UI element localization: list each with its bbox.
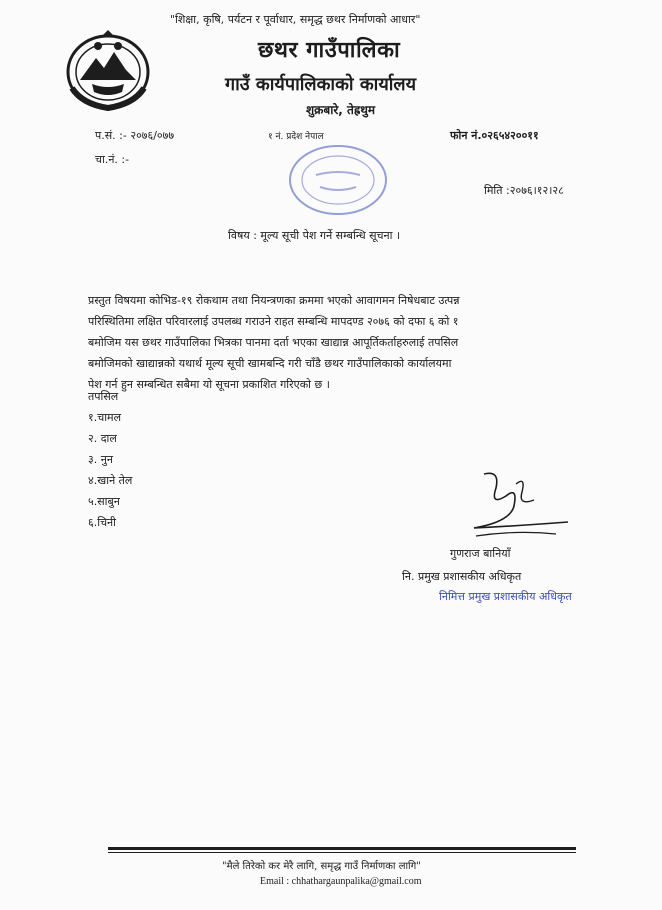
- handwritten-signature: [456, 466, 582, 544]
- office-subtitle: गाउँ कार्यपालिकाको कार्यालय: [225, 74, 417, 95]
- body-line: प्रस्तुत विषयमा कोभिड-१९ रोकथाम तथा नियन्त्रणका क्रममा भएको आवागमन निषेधबाट उत्पन्न: [88, 294, 460, 307]
- item-list: [88, 386, 132, 533]
- footer-motto: "मैले तिरेको कर मेरै लागि, समृद्ध गाउँ निर्माणका लागि": [222, 861, 421, 872]
- signatory-stamp: निमित्त प्रमुख प्रशासकीय अधिकृत: [439, 590, 572, 603]
- body-line: बमोजिमको खाद्यान्नको यथार्थ मूल्य सूची खामबन्दि गरी चाँडै छथर गाउँपालिकाको कार्यालयमा: [88, 357, 452, 370]
- province-label: १ नं. प्रदेश नेपाल: [268, 132, 324, 142]
- list-item: ३. नुन: [88, 453, 113, 466]
- office-place: शुक्रबारे, तेह्रथुम: [306, 103, 376, 117]
- list-item: १.चामल: [88, 411, 122, 424]
- office-title: छथर गाउँपालिका: [258, 38, 401, 63]
- notice-date: मिति :२०७६।१२।२८: [484, 184, 564, 197]
- footer-divider: [108, 847, 576, 850]
- footer-divider-thin: [108, 852, 576, 853]
- list-heading: तपसिल: [88, 390, 119, 403]
- list-item: ४.खाने तेल: [88, 474, 133, 487]
- signatory-name: गुणराज बानियाँ: [450, 547, 511, 560]
- notice-subject: विषय : मूल्य सूची पेश गर्ने सम्बन्धि सूचना ।: [228, 229, 401, 242]
- footer-email: Email : chhathargaunpalika@gmail.com: [260, 876, 422, 887]
- list-item: २. दाल: [88, 432, 117, 445]
- body-line: बमोजिम यस छथर गाउँपालिका भित्रका पानमा दर्ता भएका खाद्यान्न आपूर्तिकर्ताहरुलाई तपसिल: [88, 336, 459, 349]
- body-line: परिस्थितिमा लक्षित परिवारलाई उपलब्ध गराउने राहत सम्बन्धि मापदण्ड २०७६ को दफा ६ को १: [88, 315, 459, 328]
- signatory-title: नि. प्रमुख प्रशासकीय अधिकृत: [402, 570, 522, 583]
- list-item: ५.साबुन: [88, 495, 120, 508]
- header-motto: "शिक्षा, कृषि, पर्यटन र पूर्वाधार, समृद्ध छथर निर्माणको आधार": [170, 13, 421, 26]
- dispatch-number: चा.नं. :-: [95, 153, 130, 166]
- phone-number: फोन नं.०२६५४२००११: [450, 129, 539, 142]
- reference-number: प.सं. :- २०७६/०७७: [95, 129, 175, 142]
- nepal-emblem-icon: [62, 28, 154, 112]
- body-line: पेश गर्न हुन सम्बन्धित सबैमा यो सूचना प्रकाशित गरिएको छ ।: [88, 378, 330, 391]
- notice-body: [88, 290, 584, 395]
- office-seal-icon: [286, 141, 390, 219]
- list-item: ६.चिनी: [88, 516, 117, 529]
